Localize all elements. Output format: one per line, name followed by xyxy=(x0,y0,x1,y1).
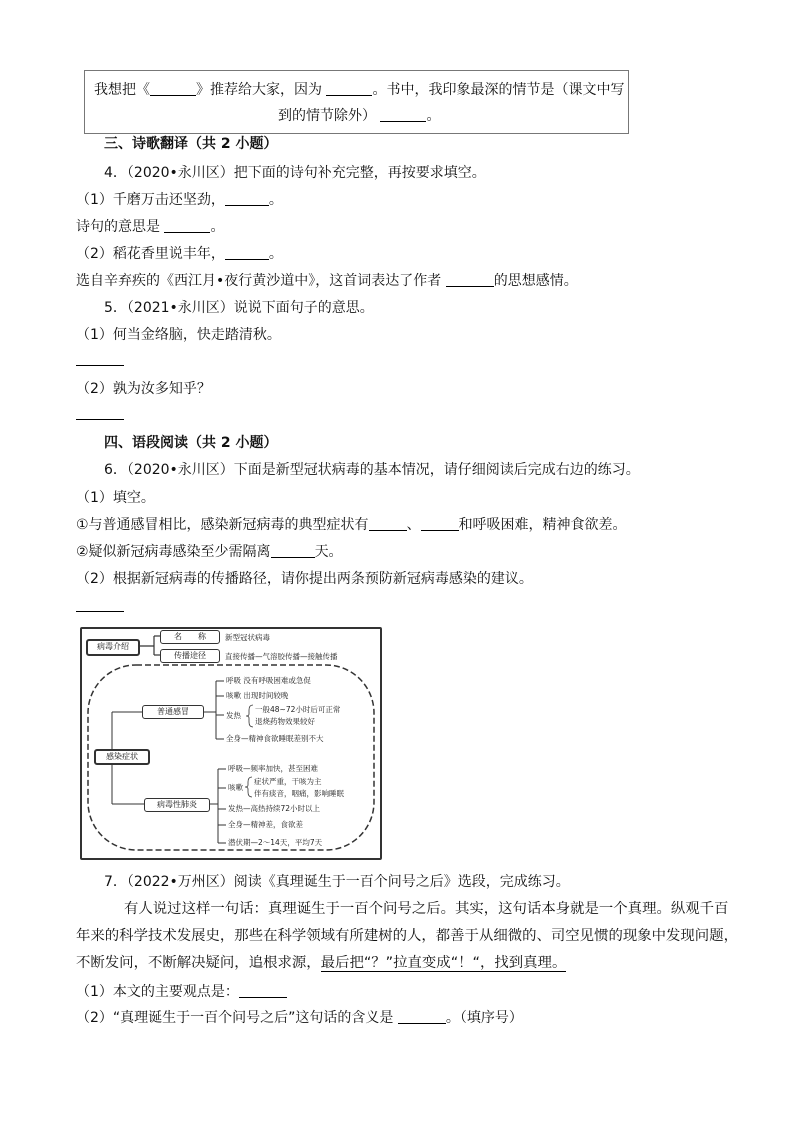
q7-underlined-sentence: 最后把“？”拉直变成“！“，找到真理。 xyxy=(320,955,567,971)
symptoms-box: 感染症状 xyxy=(94,749,150,765)
section-4-title: 四、语段阅读（共 2 小题） xyxy=(104,435,278,451)
q6-s1b: ②疑似新冠病毒感染至少需隔离 天。 xyxy=(76,544,343,560)
q5-s2-answer-line[interactable] xyxy=(76,419,124,420)
route-label-box: 传播途径 xyxy=(160,649,220,663)
q4-note: 选自辛弃疾的《西江月•夜行黄沙道中》，这首词表达了作者 的思想感情。 xyxy=(76,273,578,289)
q4-s1: （1）千磨万击还坚劲， 。 xyxy=(76,192,283,208)
name-value: 新型冠状病毒 xyxy=(225,633,270,642)
q4-meaning: 诗句的意思是 。 xyxy=(76,219,225,235)
pn-item-4: 发热—高热持续72小时以上 xyxy=(228,804,321,813)
q7-stem: 7．（2022•万州区）阅读《真理诞生于一百个问号之后》选段，完成练习。 xyxy=(104,874,570,890)
route-value: 直接传播—气溶胶传播—接触传播 xyxy=(225,652,338,661)
q4-stem: 4．（2020•永川区）把下面的诗句补充完整，再按要求填空。 xyxy=(104,165,486,181)
pn-item-6: 潜伏期—2～14天，平均7天 xyxy=(228,838,323,847)
cold-item-3: 一般48~72小时后可正常 xyxy=(255,705,341,714)
q4-feeling-blank[interactable] xyxy=(446,272,494,287)
q6-s1: （1）填空。 xyxy=(76,490,155,506)
cold-item-4: 退烧药物效果较好 xyxy=(255,717,315,726)
q6-s2: （2）根据新冠病毒的传播路径，请你提出两条预防新冠病毒感染的建议。 xyxy=(76,571,533,587)
q4-meaning-blank[interactable] xyxy=(164,218,210,233)
q5-stem: 5．（2021•永川区）说说下面句子的意思。 xyxy=(104,300,374,316)
cold-item-1: 呼吸 没有呼吸困难或急促 xyxy=(226,676,311,685)
q7-p2: 年来的科学技术发展史，那些在科学领域有所建树的人，都善于从细微的、司空见惯的现象中发现问题， xyxy=(76,928,738,944)
q7-meaning-blank[interactable] xyxy=(398,1009,446,1024)
intro-box: 病毒介绍 xyxy=(86,639,140,656)
pn-item-1: 呼吸—频率加快，甚至困难 xyxy=(228,764,318,773)
q7-s2: （2）“真理诞生于一百个问号之后”这句话的含义是 。（填序号） xyxy=(76,1010,523,1026)
cold-box: 普通感冒 xyxy=(142,705,204,719)
q6-s1a: ①与普通感冒相比，感染新冠病毒的典型症状有 、 和呼吸困难，精神食欲差。 xyxy=(76,517,627,533)
section-3-title: 三、诗歌翻译（共 2 小题） xyxy=(104,136,278,152)
book-blank[interactable] xyxy=(150,81,196,96)
box-line-2: 到的情节除外） 。 xyxy=(278,108,441,124)
q7-p3: 不断发问，不断解决疑问，追根求源，最后把“？”拉直变成“！“，找到真理。 xyxy=(76,955,567,971)
q4-s2-blank[interactable] xyxy=(225,245,269,260)
q6-stem: 6．（2020•永川区）下面是新型冠状病毒的基本情况，请仔细阅读后完成右边的练习。 xyxy=(104,462,640,478)
pn-item-5: 全身—精神差，食欲差 xyxy=(228,820,303,829)
plot-blank[interactable] xyxy=(380,107,426,122)
q4-s2: （2）稻花香里说丰年， 。 xyxy=(76,246,283,262)
name-label-box: 名 称 xyxy=(160,630,220,644)
q5-s1: （1）何当金络脑，快走踏清秋。 xyxy=(76,327,281,343)
cold-item-2: 咳嗽 出现时间较晚 xyxy=(226,691,289,700)
box-line-1: 我想把《 》推荐给大家，因为 。书中，我印象最深的情节是（课文中写 xyxy=(94,82,625,98)
pneumonia-box: 病毒性肺炎 xyxy=(144,798,210,812)
pn-cough: 咳嗽 xyxy=(228,783,243,792)
pn-item-3: 伴有痰音，咽痛，影响睡眠 xyxy=(254,789,344,798)
q5-s1-answer-line[interactable] xyxy=(76,365,124,366)
q6-days-blank[interactable] xyxy=(271,543,315,558)
q6-symptom-2-blank[interactable] xyxy=(421,516,459,531)
q7-p1: 有人说过这样一句话：真理诞生于一百个问号之后。其实，这句话本身就是一个真理。纵观千百 xyxy=(124,901,729,917)
pn-item-2: 症状严重，干咳为主 xyxy=(254,777,322,786)
q5-s2: （2）孰为汝多知乎？ xyxy=(76,381,211,397)
reason-blank[interactable] xyxy=(326,81,372,96)
cold-fever: 发热 xyxy=(226,711,241,720)
q6-symptom-1-blank[interactable] xyxy=(369,516,407,531)
q4-s1-blank[interactable] xyxy=(225,191,269,206)
virus-info-diagram xyxy=(80,627,382,860)
q7-s1: （1）本文的主要观点是： xyxy=(76,982,287,1002)
q6-s2-answer-line[interactable] xyxy=(76,611,124,612)
q7-viewpoint-blank[interactable] xyxy=(239,983,287,998)
cold-item-5: 全身—精神食欲睡眠差别不大 xyxy=(226,734,324,743)
